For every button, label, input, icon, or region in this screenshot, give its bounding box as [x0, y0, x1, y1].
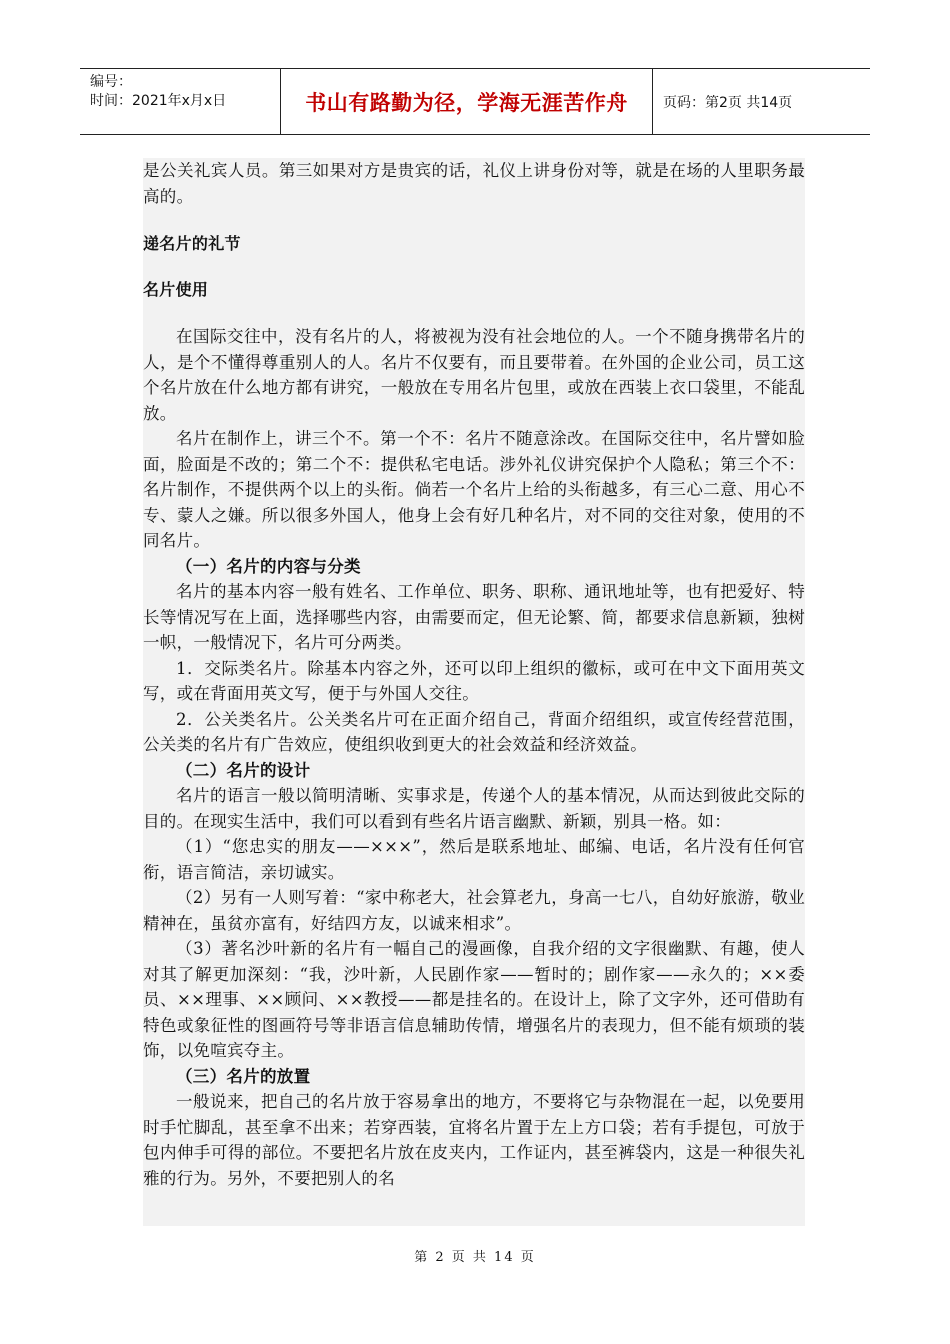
- paragraph: 名片在制作上，讲三个不。第一个不：名片不随意涂改。在国际交往中，名片譬如脸面，脸面是不改的；第二个不：提供私宅电话。涉外礼仪讲究保护个人隐私；第三个不：名片制作，不提供两个以上的头衔。倘若一个名片上给的头衔越多，有三心二意、用心不专、蒙人之嫌。所以很多外国人，他身上会有好几种名片，对不同的交往对象，使用的不同名片。: [143, 429, 805, 550]
- header-page-info: 页码：第2页 共14页: [663, 94, 793, 111]
- subsection-heading: （三）名片的放置: [176, 1066, 311, 1086]
- paragraph: 1．交际类名片。除基本内容之外，还可以印上组织的徽标，或可在中文下面用英文写，或在背面用英文写，便于与外国人交往。: [143, 658, 805, 703]
- date-label: 时间：2021年x月x日: [90, 93, 227, 109]
- paragraph: 在国际交往中，没有名片的人，将被视为没有社会地位的人。一个不随身携带名片的人，是个不懂得尊重别人的人。名片不仅要有，而且要带着。在外国的企业公司，员工这个名片放在什么地方都有讲究，一般放在专用名片包里，或放在西装上衣口袋里，不能乱放。: [143, 327, 805, 423]
- page-header: [80, 68, 870, 135]
- paragraph: 名片的语言一般以简明清晰、实事求是，传递个人的基本情况，从而达到彼此交际的目的。在现实生活中，我们可以看到有些名片语言幽默、新颖，别具一格。如：: [143, 786, 805, 831]
- header-motto: 书山有路勤为径，学海无涯苦作舟: [281, 69, 653, 134]
- paragraph: （3）著名沙叶新的名片有一幅自己的漫画像，自我介绍的文字很幽默、有趣，使人对其了解更加深刻：“我，沙叶新，人民剧作家——暂时的；剧作家——永久的；××委员、××理事、××顾问、××教授——都是挂名的。在设计上，除了文字外，还可借助有特色或象征性的图画符号等非语言信息辅助传情，增强名片的表现力，但不能有烦琐的装饰，以免喧宾夺主。: [143, 939, 805, 1060]
- section-heading: 名片使用: [143, 279, 209, 299]
- paragraph: （2）另有一人则写着：“家中称老大，社会算老九，身高一七八，自幼好旅游，敬业精神在，虽贫亦富有，好结四方友，以诚来相求”。: [143, 888, 805, 933]
- paragraph: 2．公关类名片。公关类名片可在正面介绍自己，背面介绍组织，或宣传经营范围，公关类的名片有广告效应，使组织收到更大的社会效益和经济效益。: [143, 709, 805, 754]
- paragraph: 名片的基本内容一般有姓名、工作单位、职务、职称、通讯地址等，也有把爱好、特长等情况写在上面，选择哪些内容，由需要而定，但无论繁、简，都要求信息新颖，独树一帜，一般情况下，名片可分两类。: [143, 582, 805, 652]
- page-footer: 第 2 页 共 14 页: [414, 1250, 536, 1265]
- paragraph: （1）“您忠实的朋友——×××”，然后是联系地址、邮编、电话，名片没有任何官衔，语言简洁，亲切诚实。: [143, 837, 805, 882]
- paragraph: 一般说来，把自己的名片放于容易拿出的地方，不要将它与杂物混在一起，以免要用时手忙脚乱，甚至拿不出来；若穿西装，宜将名片置于左上方口袋；若有手提包，可放于包内伸手可得的部位。不要把名片放在皮夹内，工作证内，甚至裤袋内，这是一种很失礼雅的行为。另外，不要把别人的名: [143, 1092, 805, 1188]
- section-heading: 递名片的礼节: [143, 234, 241, 253]
- serial-label: 编号：: [90, 74, 132, 90]
- header-meta: [80, 69, 281, 134]
- subsection-heading: （一）名片的内容与分类: [176, 556, 361, 576]
- paragraph: 是公关礼宾人员。第三如果对方是贵宾的话，礼仪上讲身份对等，就是在场的人里职务最高的。: [143, 161, 805, 206]
- subsection-heading: （二）名片的设计: [176, 760, 311, 780]
- document-body: [143, 158, 805, 1226]
